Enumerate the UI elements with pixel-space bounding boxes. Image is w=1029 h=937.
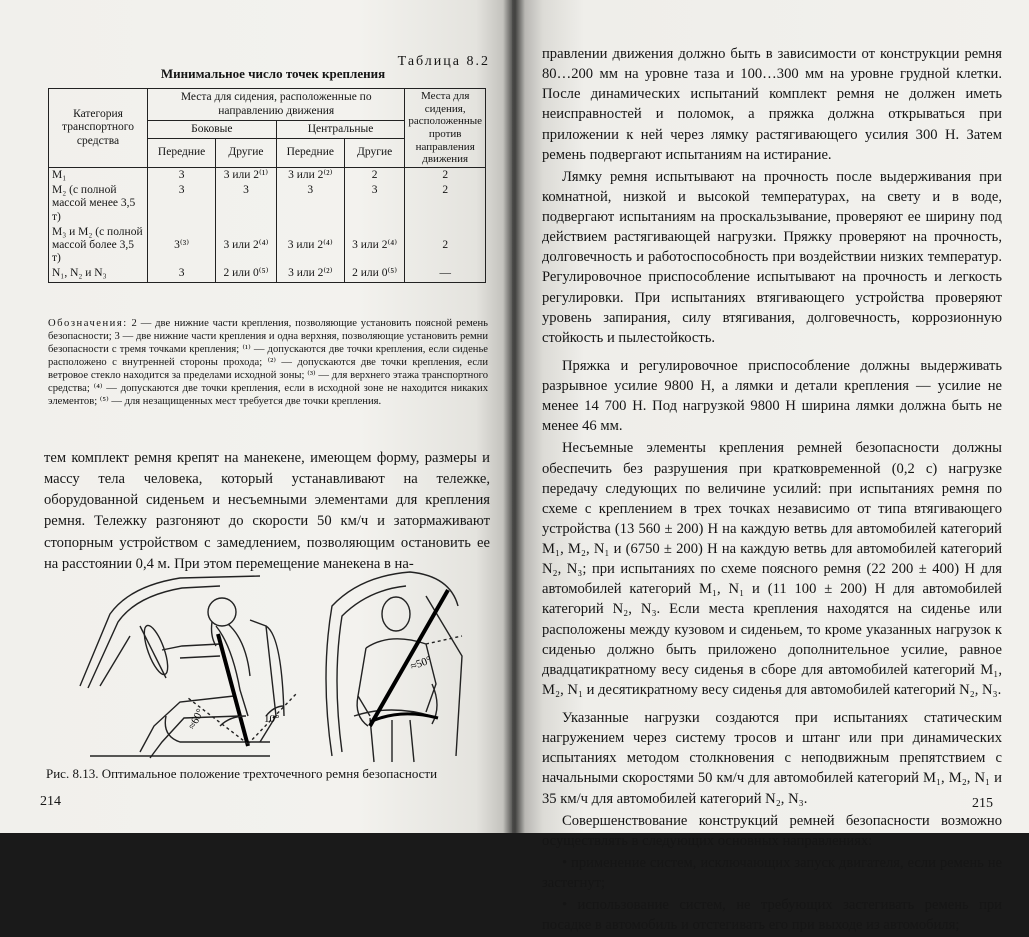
front-view-illustration [326,572,462,762]
header-along-direction: Места для сидения, расположенные по направлению движения [148,89,405,121]
cell-category: M₃ и M₂ (с полной массой более 3,5 т) [49,225,148,267]
cell-category: N₁, N₂ и N₃ [49,266,148,282]
list-item: • использование систем, не требующих застегивать ремень при посадке в автомобиль и отстегивать его при выходе из автомобиля; [542,897,1002,934]
cell-side-other: 3 или 2⁽¹⁾ [216,167,276,183]
table-title: Минимальное число точек крепления [160,66,386,81]
cell-central-other: 2 [344,167,405,183]
cell-central-other: 3 или 2⁽⁴⁾ [344,225,405,267]
cell-category: M₁ [49,167,148,183]
angle-10-label: 10° [264,713,280,725]
cell-side-front: 3 [148,167,216,183]
cell-category: M₂ (с полной массой менее 3,5 т) [49,183,148,225]
header-side: Боковые [148,121,277,139]
right-body-text [542,44,1002,937]
side-view-illustration [80,576,296,758]
left-page [0,0,512,833]
paragraph: правлении движения должно быть в зависимости от конструкции ремня 80…200 мм на уровне таза и 100…300 мм на уровне грудной клетки. После динамических испытаний комплект ремня не должен иметь неисправностей и поломок, а пряжка должна открываться при приложении к ней через лямку растягивающего усилия 300 Н. Затем ремень подвергают испытаниям на истирание. [542,46,1002,163]
table-row [49,183,486,225]
cell-central-front: 3 или 2⁽²⁾ [276,167,344,183]
angle-60-label: ≈60° [186,706,207,732]
table-number: Таблица 8.2 [397,54,490,69]
header-central-other: Другие [344,138,405,167]
cell-central-front: 3 или 2⁽⁴⁾ [276,225,344,267]
cell-against: — [405,266,486,282]
anchorage-table [48,88,486,283]
paragraph: тем комплект ремня крепят на манекене, имеющем форму, размеры и массу тела человека, который устанавливают на тележке, оборудованной сиденьем и несъемными элементами для крепления ремня. Тележку разгоняют до скорости 50 км/ч и затормаживают стопорным устройством с замедлением, позволяющим остановить ее на расстоянии 0,4 м. При этом перемещение манекена в на- [44,450,490,572]
left-body-text [44,448,490,575]
header-central-front: Передние [276,138,344,167]
page-number: 214 [40,794,61,809]
header-against-direction: Места для сидения, расположенные против направления движения [405,89,486,168]
angle-50-label: ≈50° [408,654,434,673]
page-number: 215 [972,796,993,811]
cell-side-other: 3 или 2⁽⁴⁾ [216,225,276,267]
table-row [49,167,486,183]
paragraph: Лямку ремня испытывают на прочность после выдерживания при комнатной, низкой и высокой температурах, на свету и в воде, подвергают испытаниям на проскальзывание, проверяют ее ширину под действием растягивающей нагрузки. Пряжку проверяют на прочность, долговечность и работоспособность при воздействии низких температур. Регулировочное приспособление испытывают на прочность и легкость регулировки. При испытаниях втягивающего устройства проверяют уровень запирания, силу втягивания, долговечность, коррозионную стойкость и пылестойкость. [542,168,1002,346]
paragraph: Пряжка и регулировочное приспособление должны выдерживать разрывное усилие 9800 Н, а лямки и детали крепления — усилие не менее 14 700 Н. Под нагрузкой 9800 Н ширина лямки должна быть не менее 46 мм. [542,357,1002,435]
cell-central-front: 3 [276,183,344,225]
right-page [512,0,1029,934]
figure-caption: Рис. 8.13. Оптимальное положение трехточечного ремня безопасности [46,766,438,781]
notes-text: 2 — две нижние части крепления, позволяющие установить поясной ремень безопасности; 3 — две нижние части крепления и одна верхняя, позволяющие установить ремни безопасности с тремя точками крепления; ⁽¹⁾ — допускаются две точки крепления, если сиденье расположено с внутренней стороны прохода; ⁽²⁾ — допускаются две точки крепления, если ветровое стекло находится за пределами исходной зоны; ⁽³⁾ — для верхнего этажа транспортного средства; ⁽⁴⁾ — допускаются две точки крепления, если в исходной зоне не находится никаких элементов; ⁽⁵⁾ — для незащищенных мест требуется две точки крепления. [48,318,488,407]
cell-central-other: 3 [344,183,405,225]
paragraph: Несъемные элементы крепления ремней безопасности должны обеспечить без разрушения при кратковременной (0,2 с) нагрузке передачу следующих по величине усилий: при испытаниях ремня по схеме с креплением в трех точках независимо от типа втягивающего устройства (13 560 ± 200) Н на каждую ветвь для автомобилей категорий M₁, M₂, N₁ и (6750 ± 200) Н на каждую ветвь для автомобилей категорий N₂, N₃; при испытаниях по схеме поясного ремня (22 200 ± 400) Н для автомобилей категорий M₁, N₁ и (11 100 ± 200) Н для автомобилей категорий N₂, N₃. Если места крепления находятся на сиденье или расположены между кузовом и сиденьем, то кроме указанных нагрузок к сиденью должно быть приложено дополнительное усилие, равное двадцатикратному весу сиденья в сборе для автомобилей категорий M₁, M₂, N₁ и десятикратному весу сиденья для автомобилей категорий N₂, N₃. [542,440,1002,698]
table-row [49,225,486,267]
paragraph: Совершенствование конструкций ремней безопасности возможно осуществлять в следующих основных направлениях: [542,812,1002,849]
seatbelt-figure [70,566,490,766]
cell-side-other: 2 или 0⁽⁵⁾ [216,266,276,282]
paragraph: Указанные нагрузки создаются при испытаниях статическим нагружением через систему тросов и штанг или при динамических испытаниях методом столкновения с неподвижным препятствием с начальными скоростями 50 км/ч для автомобилей категорий M₁, M₂, N₁ и 35 км/ч для автомобилей категорий N₂, N₃. [542,710,1002,807]
table-notes [48,318,488,408]
header-category: Категория транспортного средства [49,89,148,168]
cell-against: 2 [405,183,486,225]
header-central: Центральные [276,121,405,139]
cell-central-other: 2 или 0⁽⁵⁾ [344,266,405,282]
cell-side-front: 3 [148,183,216,225]
notes-label: Обозначения: [48,318,128,329]
cell-against: 2 [405,225,486,267]
cell-side-front: 3 [148,266,216,282]
header-side-front: Передние [148,138,216,167]
header-side-other: Другие [216,138,276,167]
cell-side-front: 3⁽³⁾ [148,225,216,267]
cell-central-front: 3 или 2⁽²⁾ [276,266,344,282]
cell-side-other: 3 [216,183,276,225]
list-item: • применение систем, исключающих запуск двигателя, если ремень не застегнут; [542,854,1002,891]
cell-against: 2 [405,167,486,183]
table-row [49,266,486,282]
